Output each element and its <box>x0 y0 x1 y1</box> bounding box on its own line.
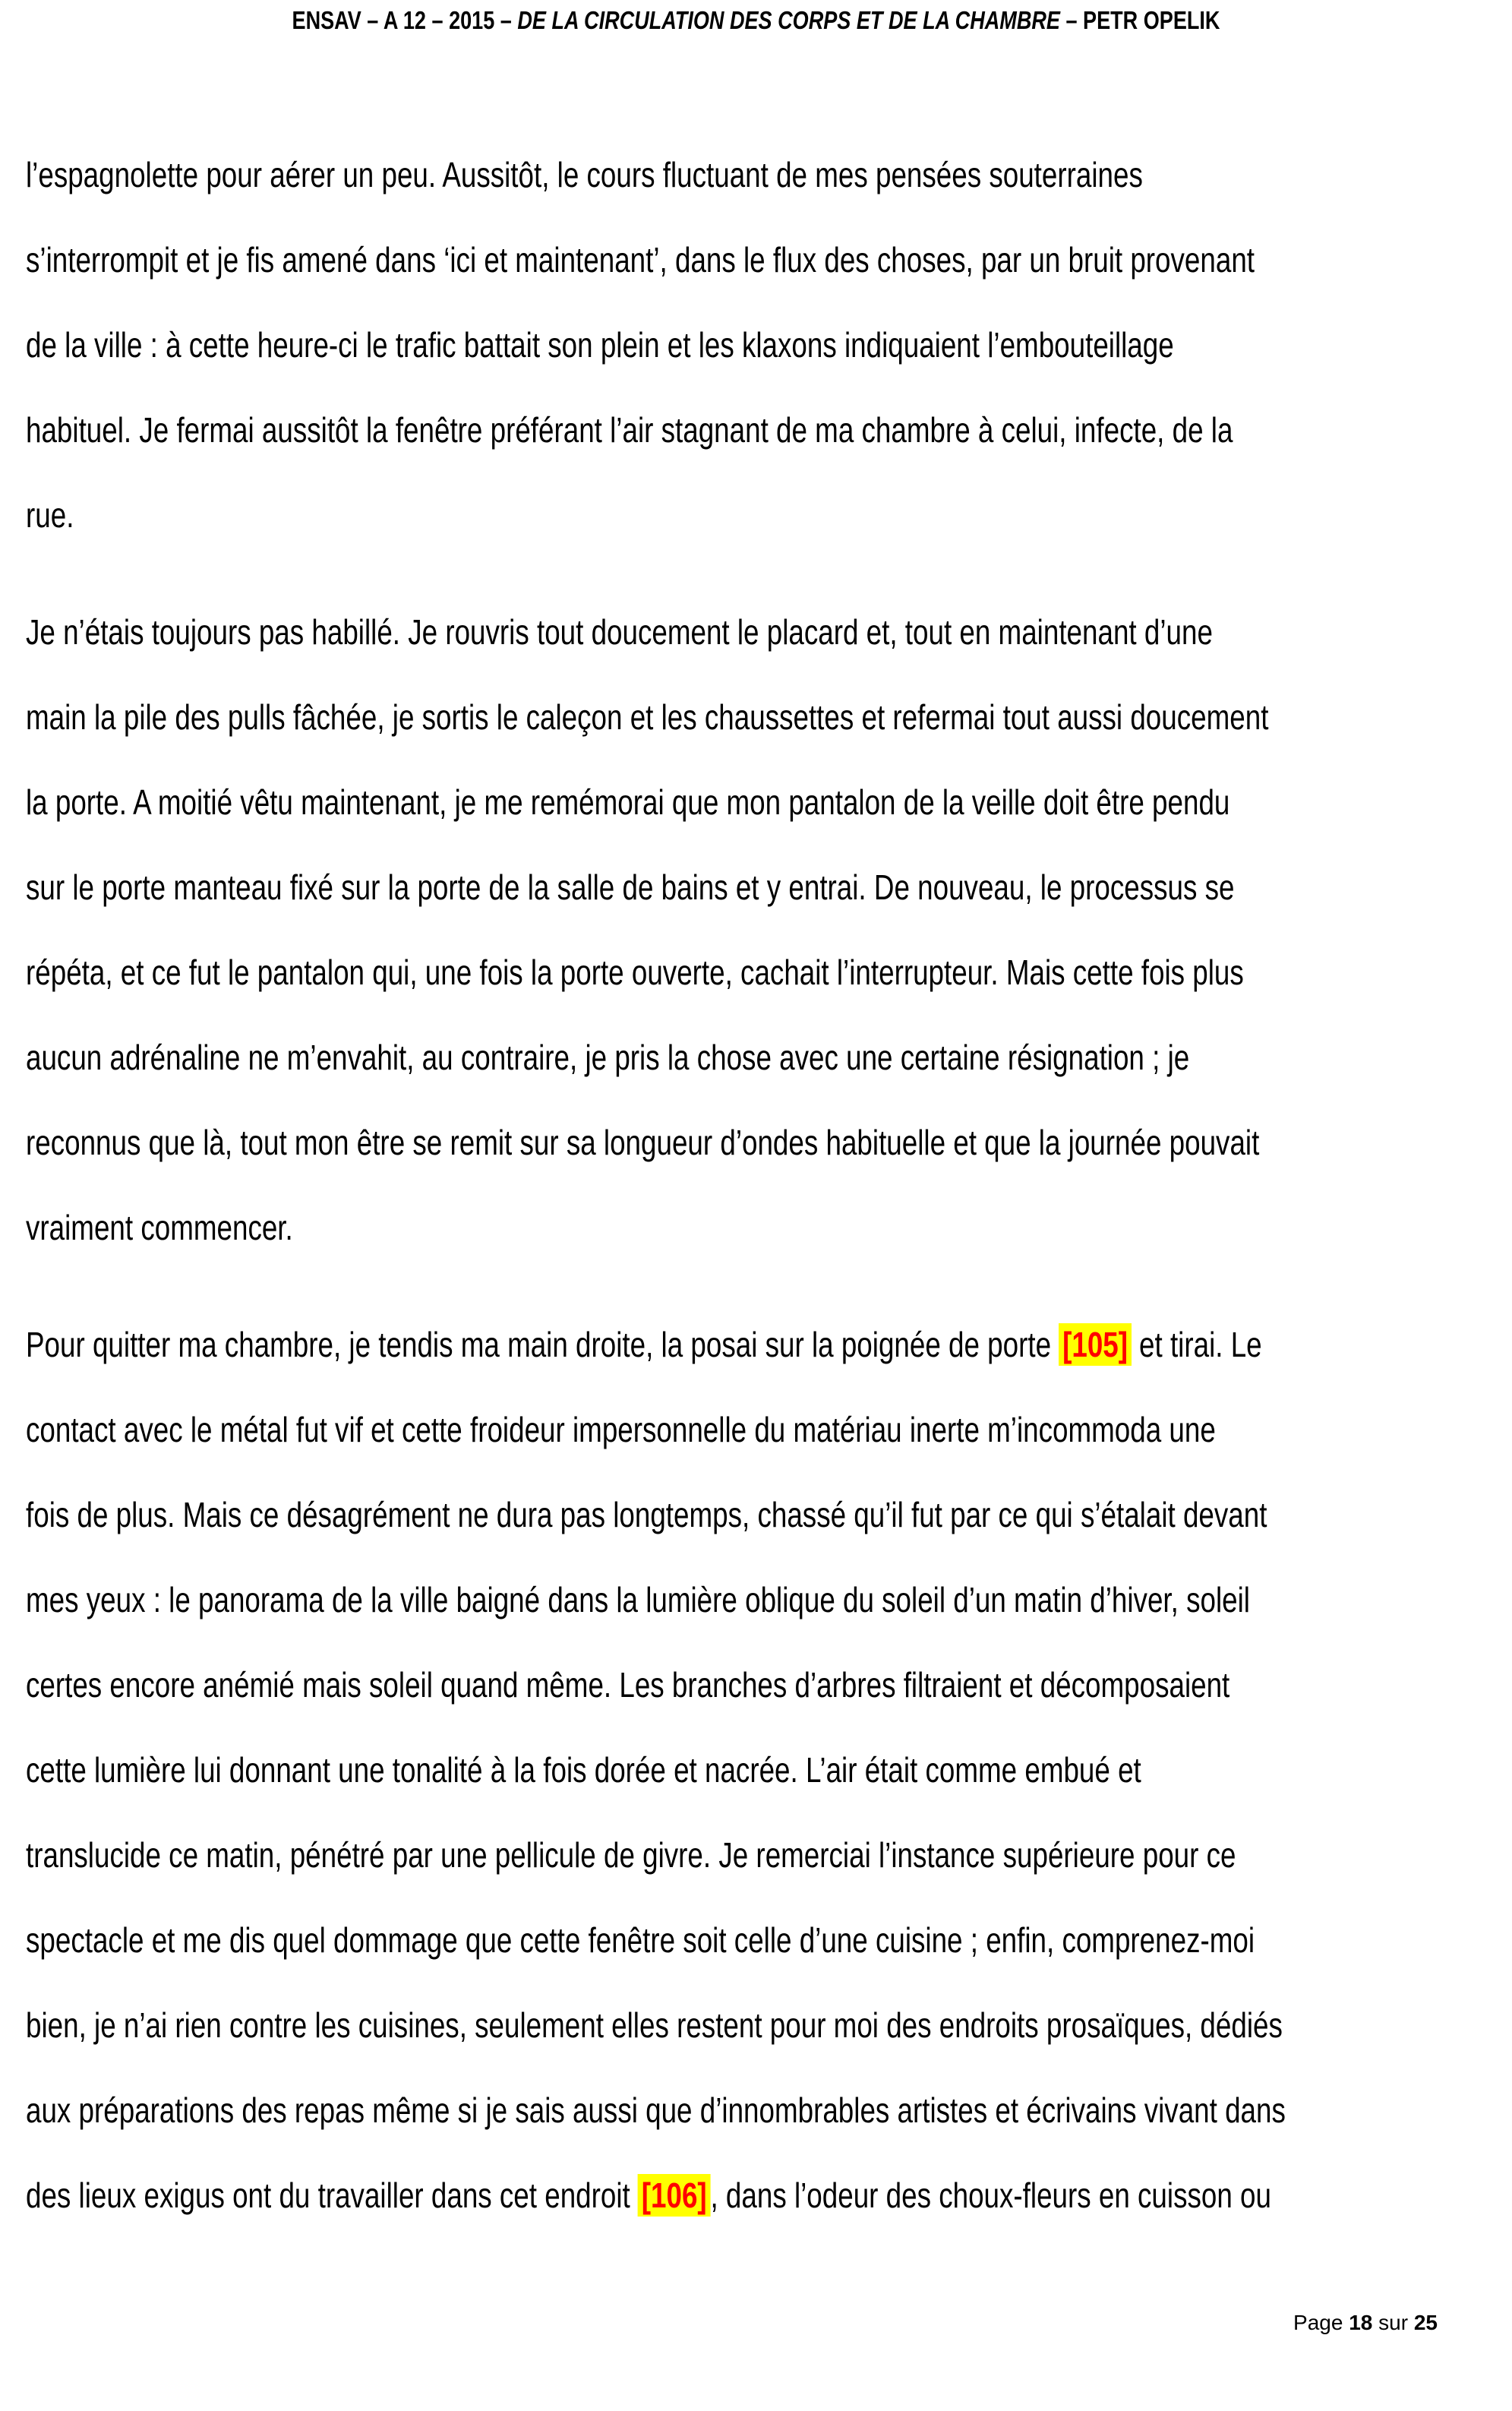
text-segment: , dans l’odeur des choux-fleurs en cuisson ou <box>710 2176 1271 2215</box>
text-segment: la porte. A moitié vêtu maintenant, je me remémorai que mon pantalon de la veille doit être pendu <box>26 782 1230 822</box>
text-segment: bien, je n’ai rien contre les cuisines, seulement elles restent pour moi des endroits prosaïques, dédiés <box>26 2005 1283 2045</box>
footer-total-pages: 25 <box>1413 2311 1438 2334</box>
text-line <box>26 2068 1286 2153</box>
header-author: – PETR OPELIK <box>1059 6 1220 34</box>
text-segment: aux préparations des repas même si je sais aussi que d’innombrables artistes et écrivains vivant dans <box>26 2090 1286 2130</box>
text-line <box>26 589 1213 675</box>
text-line <box>26 1898 1255 1983</box>
text-line <box>26 1472 1267 1557</box>
text-line <box>26 1015 1190 1100</box>
text-segment: certes encore anémié mais soleil quand même. Les branches d’arbres filtraient et décomposaient <box>26 1665 1230 1705</box>
text-line <box>26 1983 1283 2068</box>
text-segment: cette lumière lui donnant une tonalité à la fois dorée et nacrée. L’air était comme embué et <box>26 1750 1141 1790</box>
text-segment: reconnus que là, tout mon être se remit sur sa longueur d’ondes habituelle et que la journée pouvait <box>26 1123 1260 1162</box>
document-body <box>26 132 1469 2270</box>
text-segment: l’espagnolette pour aérer un peu. Aussitôt, le cours fluctuant de mes pensées souterraines <box>26 155 1143 194</box>
paragraph <box>26 1302 1469 2238</box>
text-segment: s’interrompit et je fis amené dans ‘ici et maintenant’, dans le flux des choses, par un bruit provenant <box>26 240 1255 280</box>
footer-page-number: 18 <box>1349 2311 1373 2334</box>
text-line <box>26 930 1244 1015</box>
text-line <box>26 2153 1271 2238</box>
paragraph <box>26 132 1469 558</box>
text-line <box>26 217 1255 302</box>
text-segment: Pour quitter ma chambre, je tendis ma main droite, la posai sur la poignée de porte <box>26 1325 1059 1364</box>
page-footer <box>1293 2311 1438 2335</box>
page-header <box>136 6 1376 35</box>
header-prefix: ENSAV – A 12 – 2015 – <box>292 6 518 34</box>
text-line <box>26 1557 1250 1642</box>
text-segment: main la pile des pulls fâchée, je sortis le caleçon et les chaussettes et refermai tout aussi doucement <box>26 697 1269 737</box>
text-segment: aucun adrénaline ne m’envahit, au contraire, je pris la chose avec une certaine résignation ; je <box>26 1038 1190 1077</box>
text-line <box>26 1302 1262 1387</box>
text-line <box>26 760 1230 845</box>
text-segment: rue. <box>26 495 74 535</box>
text-segment: mes yeux : le panorama de la ville baigné dans la lumière oblique du soleil d’un matin d’hiver, soleil <box>26 1580 1250 1619</box>
text-line <box>26 472 1180 558</box>
text-line <box>26 302 1180 387</box>
text-line <box>26 1812 1236 1898</box>
text-line <box>26 1387 1216 1472</box>
text-segment: répéta, et ce fut le pantalon qui, une fois la porte ouverte, cachait l’interrupteur. Mais cette fois plus <box>26 953 1244 992</box>
text-line <box>26 845 1235 930</box>
text-segment: translucide ce matin, pénétré par une pellicule de givre. Je remerciai l’instance supérieure pour ce <box>26 1835 1236 1875</box>
text-segment: Je n’étais toujours pas habillé. Je rouvris tout doucement le placard et, tout en maintenant d’une <box>26 612 1213 652</box>
footer-page-label: Page <box>1293 2311 1349 2334</box>
text-line <box>26 132 1180 217</box>
text-segment: et tirai. Le <box>1131 1325 1262 1364</box>
text-segment: fois de plus. Mais ce désagrément ne dura pas longtemps, chassé qu’il fut par ce qui s’étalait devant <box>26 1495 1267 1534</box>
annotation-ref: [105] <box>1059 1323 1132 1366</box>
text-line <box>26 675 1269 760</box>
header-title: DE LA CIRCULATION DES CORPS ET DE LA CHAMBRE <box>517 6 1060 34</box>
text-segment: vraiment commencer. <box>26 1208 293 1247</box>
text-line <box>26 1185 1180 1270</box>
text-line <box>26 387 1233 472</box>
paragraph <box>26 589 1469 1270</box>
text-segment: habituel. Je fermai aussitôt la fenêtre préférant l’air stagnant de ma chambre à celui, infecte, de la <box>26 410 1233 450</box>
text-segment: contact avec le métal fut vif et cette froideur impersonnelle du matériau inerte m’incommoda une <box>26 1410 1216 1449</box>
text-segment: des lieux exigus ont du travailler dans cet endroit <box>26 2176 638 2215</box>
text-line <box>26 1100 1260 1185</box>
text-line <box>26 1727 1180 1812</box>
text-segment: sur le porte manteau fixé sur la porte de la salle de bains et y entrai. De nouveau, le processus se <box>26 867 1235 907</box>
text-line <box>26 1642 1230 1727</box>
text-segment: spectacle et me dis quel dommage que cette fenêtre soit celle d’une cuisine ; enfin, comprenez-moi <box>26 1920 1255 1960</box>
annotation-ref: [106] <box>638 2174 711 2217</box>
text-segment: de la ville : à cette heure-ci le trafic battait son plein et les klaxons indiquaient l’embouteillage <box>26 325 1174 365</box>
footer-separator: sur <box>1372 2311 1414 2334</box>
